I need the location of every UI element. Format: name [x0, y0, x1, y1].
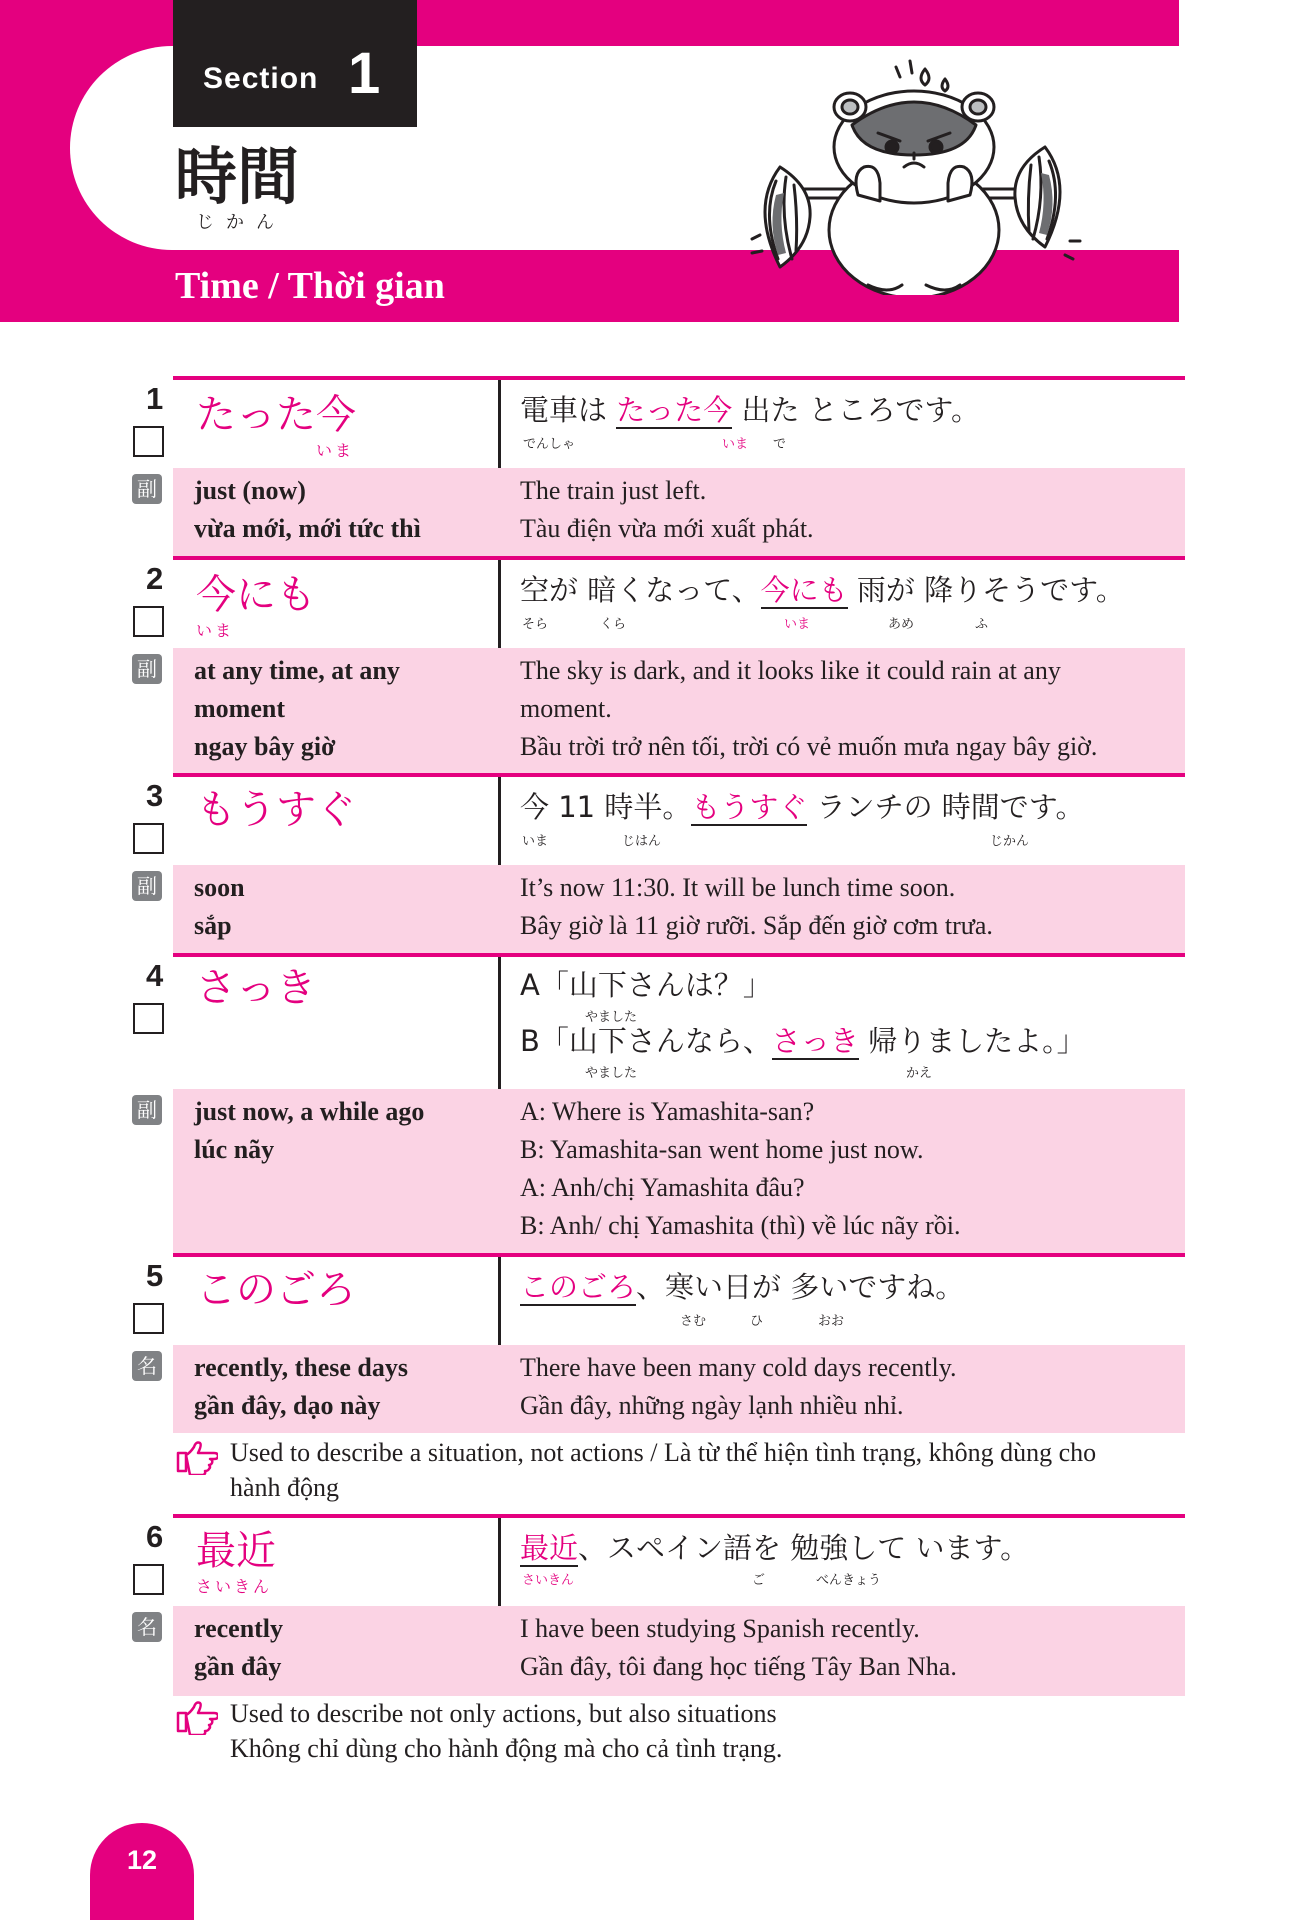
meaning-line: moment: [194, 694, 285, 723]
translation-line: Tàu điện vừa mới xuất phát.: [520, 514, 814, 543]
translation-line: moment.: [520, 694, 612, 723]
example-sentence: [520, 787, 1084, 827]
page-subtitle: Time / Thời gian: [175, 265, 445, 307]
example-highlight: 今にも: [760, 573, 848, 607]
translation-line: There have been many cold days recently.: [520, 1353, 957, 1382]
part-of-speech-badge: 名: [132, 1612, 162, 1642]
example-text: 雨が 降りそうです。: [847, 573, 1125, 607]
example-reading: じはん: [622, 834, 662, 849]
vocab-word: もうすぐ: [196, 787, 356, 833]
entry-number: 6: [146, 1519, 164, 1554]
example-text: 出た ところです。: [732, 393, 981, 427]
meaning-line: recently, these days: [194, 1353, 408, 1382]
meaning: [194, 652, 484, 766]
example-reading: やました: [585, 1066, 638, 1081]
example-reading: さいきん: [522, 1573, 575, 1588]
study-checkbox[interactable]: [133, 823, 164, 854]
translation-line: A: Anh/chị Yamashita đâu?: [520, 1173, 805, 1202]
example-text: 電車は: [520, 393, 617, 427]
example-reading: そら: [522, 617, 549, 632]
example-sentence: [520, 570, 1125, 610]
note-line: Không chỉ dùng cho hành động mà cho cả tình trạng.: [230, 1734, 783, 1763]
example-reading: おお: [818, 1314, 845, 1329]
meaning-line: just (now): [194, 476, 306, 505]
example-reading: で: [773, 437, 787, 452]
example-sentence: [520, 390, 980, 430]
example-text: 、寒い日が 多いですね。: [636, 1270, 965, 1304]
meaning: [194, 1349, 484, 1425]
meaning-line: lúc nãy: [194, 1135, 275, 1164]
section-number: 1: [348, 41, 381, 106]
part-of-speech-badge: 名: [132, 1351, 162, 1381]
meaning-line: at any time, at any: [194, 656, 400, 685]
vocab-word: さっき: [196, 965, 316, 1011]
entry-number: 4: [146, 958, 164, 993]
translation: [520, 1349, 1170, 1425]
section-badge: [173, 0, 417, 127]
note-line: Used to describe not only actions, but also situations: [230, 1699, 777, 1728]
note-line: Used to describe a situation, not actions / Là từ thể hiện tình trạng, không dùng cho: [230, 1438, 1097, 1467]
example-line-a: A「山下さんは？」: [520, 968, 772, 1002]
meaning-line: soon: [194, 873, 245, 902]
example-reading: さむ: [680, 1314, 707, 1329]
example-highlight: 最近: [520, 1531, 579, 1565]
entry-top-line: [173, 953, 1185, 957]
example-text: 空が 暗くなって、: [520, 573, 761, 607]
example-reading: ご: [752, 1573, 766, 1588]
example-sentence: [520, 1267, 964, 1307]
translation-line: Bây giờ là 11 giờ rưỡi. Sắp đến giờ cơm trưa.: [520, 911, 993, 940]
usage-note: [230, 1696, 1180, 1766]
example-reading: やました: [585, 1010, 638, 1025]
vocab-word: 最近: [196, 1528, 276, 1574]
translation-line: B: Anh/ chị Yamashita (thì) về lúc nãy rồi.: [520, 1211, 961, 1240]
meaning: [194, 1610, 484, 1686]
translation-line: B: Yamashita-san went home just now.: [520, 1135, 924, 1164]
example-reading: でんしゃ: [523, 437, 576, 452]
entry-number: 5: [146, 1258, 164, 1293]
study-checkbox[interactable]: [133, 1003, 164, 1034]
example-reading: ふ: [975, 617, 989, 632]
example-highlight: たった今: [616, 393, 733, 427]
page-title: 時間: [175, 140, 300, 213]
meaning-line: ngay bây giờ: [194, 732, 336, 761]
translation-line: The train just left.: [520, 476, 707, 505]
example-reading: いま: [722, 437, 749, 452]
study-checkbox[interactable]: [133, 426, 164, 457]
page-number: 12: [90, 1823, 194, 1920]
entry-number: 1: [146, 381, 164, 416]
entry-number: 2: [146, 561, 164, 596]
vocab-word: 今にも: [196, 572, 316, 618]
meaning-line: recently: [194, 1614, 284, 1643]
meaning-line: gần đây: [194, 1652, 282, 1681]
translation-line: I have been studying Spanish recently.: [520, 1614, 920, 1643]
part-of-speech-badge: 副: [132, 474, 162, 504]
part-of-speech-badge: 副: [132, 654, 162, 684]
vocab-word: たった今: [196, 392, 356, 438]
translation-line: Gần đây, tôi đang học tiếng Tây Ban Nha.: [520, 1652, 957, 1681]
vocab-word: このごろ: [196, 1267, 356, 1313]
example-highlight: このごろ: [520, 1270, 637, 1304]
example-reading: ひ: [750, 1314, 764, 1329]
translation: [520, 869, 1170, 945]
meaning: [194, 472, 484, 548]
example-reading: べんきょう: [816, 1573, 882, 1588]
vocab-word-reading: いま: [316, 441, 355, 460]
example-reading: いま: [784, 617, 811, 632]
example-text: 帰りましたよ。」: [858, 1024, 1086, 1058]
translation-line: It’s now 11:30. It will be lunch time soon.: [520, 873, 956, 902]
page-title-reading: じかん: [196, 212, 286, 233]
translation: [520, 1610, 1170, 1686]
example-reading: じかん: [990, 834, 1030, 849]
meaning: [194, 869, 484, 945]
example-sentence: [520, 1528, 1029, 1568]
example-reading: いま: [522, 834, 549, 849]
meaning-line: vừa mới, mới tức thì: [194, 514, 421, 543]
vocab-word-reading: いま: [196, 621, 235, 640]
example-reading: かえ: [906, 1066, 933, 1081]
vocab-word-reading: さいきん: [196, 1577, 273, 1596]
hamster-weightlifter-illustration: [740, 55, 1085, 295]
entry-number: 3: [146, 778, 164, 813]
study-checkbox[interactable]: [133, 606, 164, 637]
translation-line: Bầu trời trở nên tối, trời có vẻ muốn mưa ngay bây giờ.: [520, 732, 1098, 761]
meaning-line: sắp: [194, 911, 232, 940]
translation: [520, 1093, 1170, 1245]
section-label: Section: [203, 62, 319, 95]
example-text: B「山下さんなら、: [520, 1024, 772, 1058]
part-of-speech-badge: 副: [132, 1095, 162, 1125]
study-checkbox[interactable]: [133, 1564, 164, 1595]
example-reading: あめ: [888, 617, 915, 632]
example-text: 今 11 時半。: [520, 790, 692, 824]
translation-line: Gần đây, những ngày lạnh nhiều nhỉ.: [520, 1391, 904, 1420]
pointing-hand-icon: [176, 1439, 218, 1475]
entry-top-line: [173, 773, 1185, 777]
note-line: hành động: [230, 1473, 340, 1502]
meaning-line: gần đây, dạo này: [194, 1391, 381, 1420]
meaning-line: just now, a while ago: [194, 1097, 425, 1126]
entry-top-line: [173, 556, 1185, 560]
translation-line: The sky is dark, and it looks like it could rain at any: [520, 656, 1061, 685]
entry-top-line: [173, 1253, 1185, 1257]
example-highlight: もうすぐ: [691, 790, 808, 824]
example-text: 、スペイン語を 勉強して います。: [578, 1531, 1030, 1565]
example-reading: くら: [600, 617, 627, 632]
translation-line: A: Where is Yamashita-san?: [520, 1097, 815, 1126]
part-of-speech-badge: 副: [132, 871, 162, 901]
pointing-hand-icon: [176, 1699, 218, 1735]
entry-top-line: [173, 1514, 1185, 1518]
example-highlight: さっき: [771, 1024, 859, 1058]
entry-top-line: [173, 376, 1185, 380]
translation: [520, 472, 1170, 548]
example-text: ランチの 時間です。: [807, 790, 1085, 824]
translation: [520, 652, 1170, 766]
usage-note: [230, 1435, 1180, 1505]
study-checkbox[interactable]: [133, 1303, 164, 1334]
example-line-b: [520, 1021, 1086, 1061]
meaning: [194, 1093, 484, 1169]
